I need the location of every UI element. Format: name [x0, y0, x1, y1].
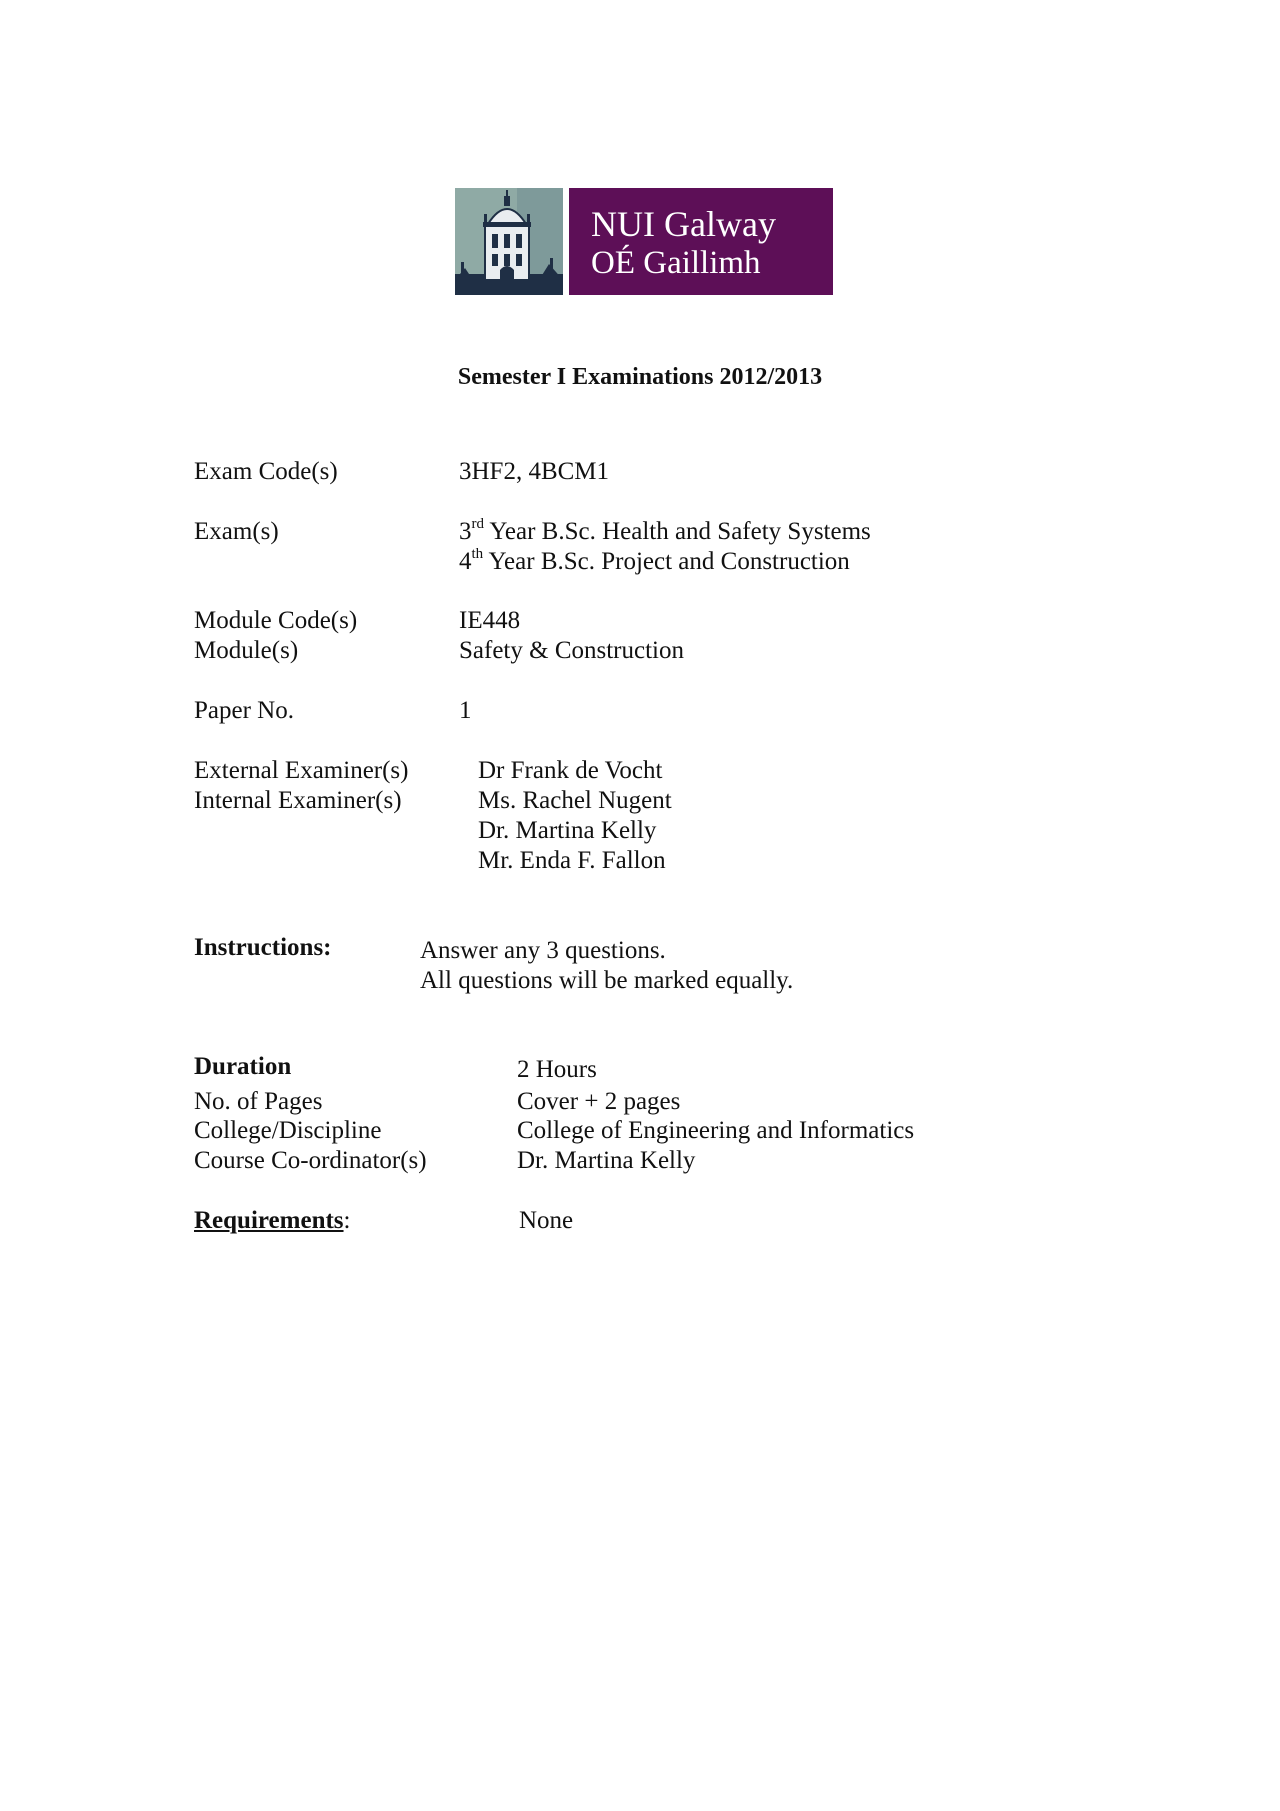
requirements-label [194, 1206, 350, 1236]
exams-label: Exam(s) [194, 518, 279, 545]
external-examiners-label: External Examiner(s) [194, 757, 409, 784]
internal-examiner-2: Dr. Martina Kelly [478, 817, 657, 844]
internal-examiners-label: Internal Examiner(s) [194, 787, 402, 814]
exam-codes-value: 3HF2, 4BCM1 [459, 458, 610, 485]
requirements-label-text: Requirements [194, 1207, 344, 1234]
module-codes-value: IE448 [459, 607, 521, 634]
exam-line-1: 3rd Year B.Sc. Health and Safety Systems [459, 516, 871, 545]
no-of-pages-label: No. of Pages [194, 1088, 323, 1115]
internal-examiner-1: Ms. Rachel Nugent [478, 787, 672, 814]
paper-no-label: Paper No. [194, 697, 294, 724]
exam-codes-label: Exam Code(s) [194, 458, 338, 485]
logo-wordmark [569, 188, 833, 295]
university-logo [455, 188, 833, 295]
duration-label: Duration [194, 1053, 292, 1080]
module-codes-label: Module Code(s) [194, 607, 358, 634]
external-examiner-value: Dr Frank de Vocht [478, 757, 663, 784]
coordinators-label: Course Co-ordinator(s) [194, 1147, 427, 1174]
logo-name-english: NUI Galway [591, 204, 776, 244]
instructions-label: Instructions: [194, 934, 332, 961]
duration-value: 2 Hours [517, 1056, 597, 1083]
requirements-value: None [519, 1207, 574, 1234]
instruction-line-2: All questions will be marked equally. [420, 967, 794, 994]
exam-line-2: 4th Year B.Sc. Project and Construction [459, 546, 850, 575]
page-title: Semester I Examinations 2012/2013 [457, 364, 823, 390]
internal-examiner-3: Mr. Enda F. Fallon [478, 847, 666, 874]
requirements-label-colon: : [343, 1207, 351, 1234]
no-of-pages-value: Cover + 2 pages [517, 1088, 681, 1115]
quadrangle-tower-icon [455, 188, 563, 295]
college-value: College of Engineering and Informatics [517, 1117, 915, 1144]
instruction-line-1: Answer any 3 questions. [420, 937, 666, 964]
college-label: College/Discipline [194, 1117, 382, 1144]
logo-name-irish: OÉ Gaillimh [591, 245, 761, 281]
modules-label: Module(s) [194, 637, 299, 664]
paper-no-value: 1 [459, 697, 472, 724]
coordinators-value: Dr. Martina Kelly [517, 1147, 696, 1174]
modules-value: Safety & Construction [459, 637, 684, 664]
